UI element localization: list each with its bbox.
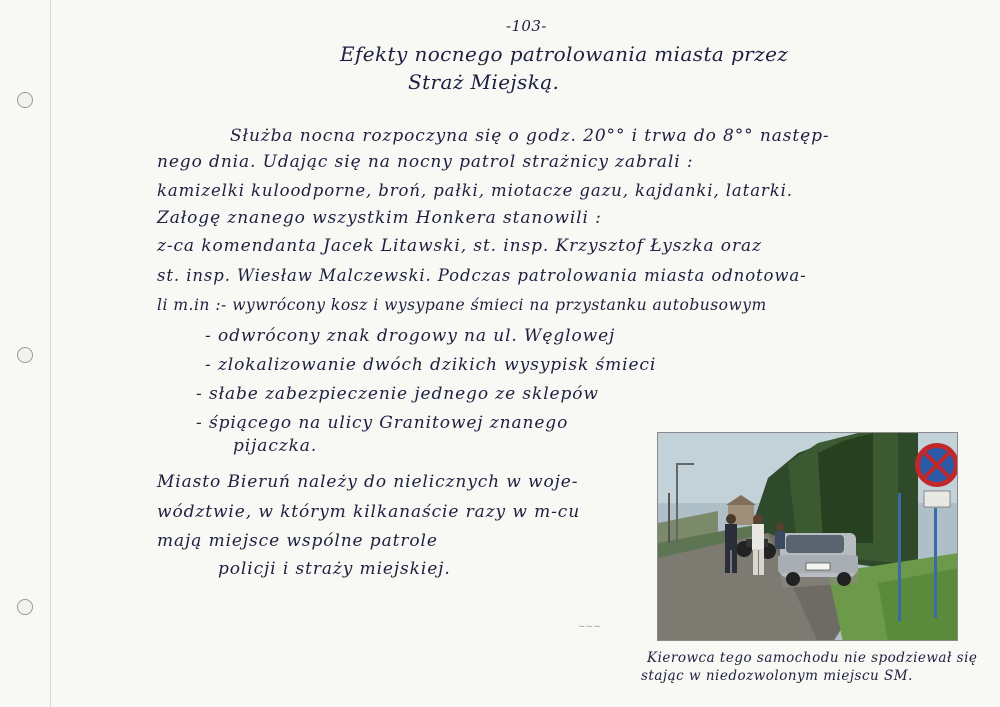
margin-line xyxy=(50,0,51,707)
photo-caption-line-1: Kierowca tego samochodu nie spodziewał się xyxy=(647,650,978,666)
closing-line: wództwie, w którym kilkanaście razy w m-cu xyxy=(157,502,581,522)
page-number: -103- xyxy=(506,17,547,35)
page-title-line-1: Efekty nocnego patrolowania miasta przez xyxy=(340,42,789,66)
bullet-item: - słabe zabezpieczenie jednego ze sklepów xyxy=(196,384,599,404)
bullet-item: - zlokalizowanie dwóch dzikich wysypisk śmieci xyxy=(205,355,657,375)
photo-caption-line-2: stając w niedozwolonym miejscu SM. xyxy=(641,668,913,684)
bullet-item: - odwrócony znak drogowy na ul. Węglowej xyxy=(205,326,616,346)
body-line: st. insp. Wiesław Malczewski. Podczas patrolowania miasta odnotowa- xyxy=(157,266,807,285)
faint-stamp: ~~~ xyxy=(578,622,601,632)
body-line: nego dnia. Udając się na nocny patrol strażnicy zabrali : xyxy=(157,152,694,172)
photo-scene xyxy=(658,433,958,641)
bullet-item: - śpiącego na ulicy Granitowej znanego xyxy=(196,413,569,433)
photo xyxy=(657,432,958,641)
body-line: Służba nocna rozpoczyna się o godz. 20°° i trwa do 8°° następ- xyxy=(230,126,830,146)
punch-hole xyxy=(17,599,33,615)
body-line: z-ca komendanta Jacek Litawski, st. insp. Krzysztof Łyszka oraz xyxy=(157,236,762,256)
page-title-line-2: Straż Miejską. xyxy=(408,70,560,94)
closing-line: mają miejsce wspólne patrole xyxy=(157,531,438,551)
closing-line: policji i straży miejskiej. xyxy=(218,559,451,579)
punch-hole xyxy=(17,347,33,363)
punch-hole xyxy=(17,92,33,108)
bullet-continuation: pijaczka. xyxy=(233,436,318,456)
body-line: kamizelki kuloodporne, broń, pałki, miotacze gazu, kajdanki, latarki. xyxy=(157,181,793,200)
closing-line: Miasto Bieruń należy do nielicznych w woje- xyxy=(157,472,579,492)
body-line: Załogę znanego wszystkim Honkera stanowili : xyxy=(157,208,602,228)
body-line: li m.in :- wywrócony kosz i wysypane śmieci na przystanku autobusowym xyxy=(157,296,767,314)
